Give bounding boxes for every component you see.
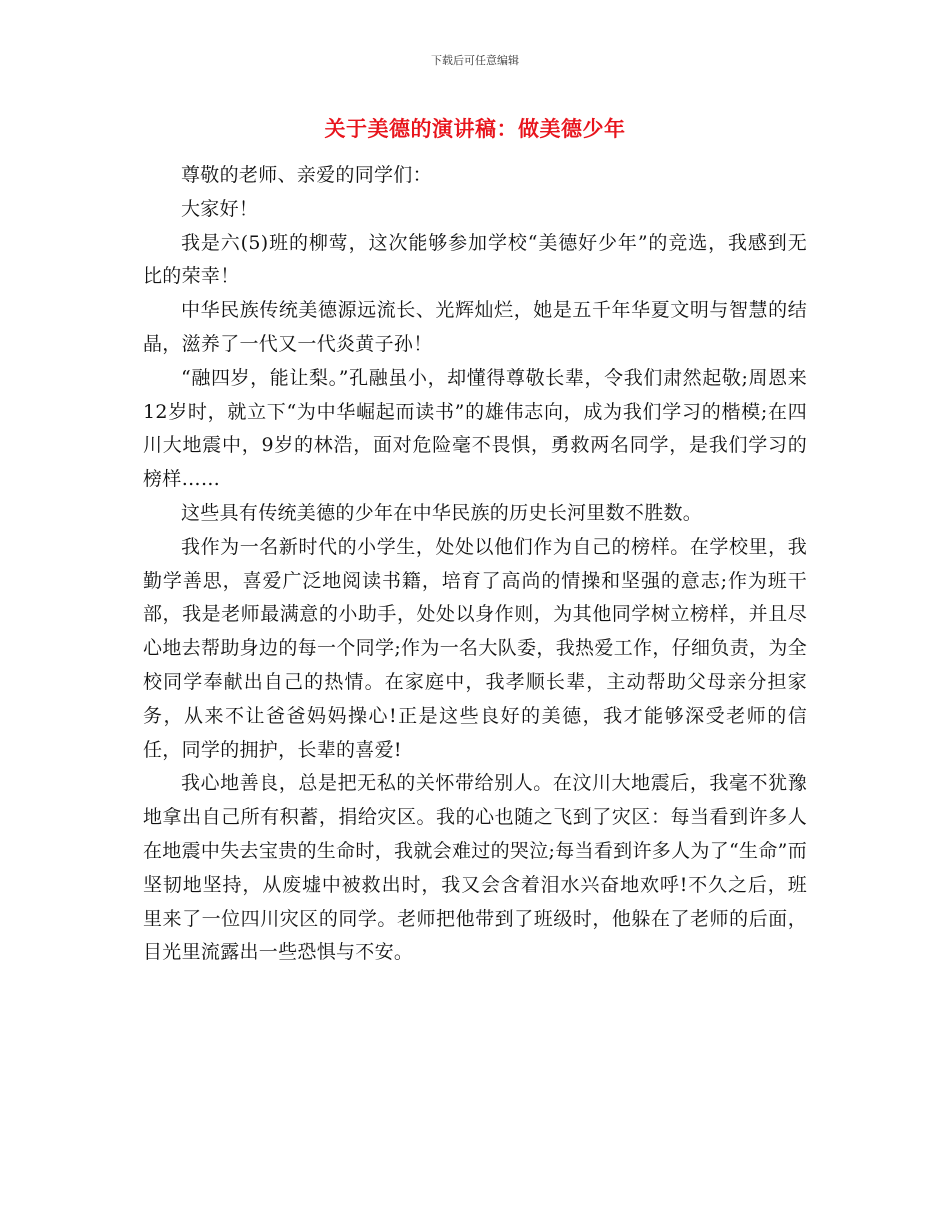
paragraph-introduction: 我是六(5)班的柳莺，这次能够参加学校“美德好少年”的竞选，我感到无比的荣幸！ <box>143 231 807 288</box>
paragraph-tradition: 中华民族传统美德源远流长、光辉灿烂，她是五千年华夏文明与智慧的结晶，滋养了一代又一代炎黄子孙！ <box>143 299 807 355</box>
header-note: 下载后可任意编辑 <box>431 54 519 67</box>
paragraph-role-model: 我作为一名新时代的小学生，处处以他们作为自己的榜样。在学校里，我勤学善思，喜爱广泛地阅读书籍，培育了高尚的情操和坚强的意志;作为班干部，我是老师最满意的小助手，处处以身作则，为其他同学树立榜样，并且尽心地去帮助身边的每一个同学;作为一名大队委，我热爱工作，仔细负责，为全校同学奉献出自己的热情。在家庭中，我孝顺长辈，主动帮助父母亲分担家务，从来不让爸爸妈妈操心!正是这些良好的美德，我才能够深受老师的信任，同学的拥护，长辈的喜爱! <box>143 535 807 761</box>
document-body <box>143 159 807 970</box>
paragraph-kindness: 我心地善良，总是把无私的关怀带给别人。在汶川大地震后，我毫不犹豫地拿出自己所有积蓄，捐给灾区。我的心也随之飞到了灾区：每当看到许多人在地震中失去宝贵的生命时，我就会难过的哭泣;每当看到许多人为了“生命”而坚韧地坚持，从废墟中被救出时，我又会含着泪水兴奋地欢呼!不久之后，班里来了一位四川灾区的同学。老师把他带到了班级时，他躲在了老师的后面，目光里流露出一些恐惧与不安。 <box>143 772 807 964</box>
paragraph-greeting: 大家好！ <box>181 197 259 220</box>
document-title: 关于美德的演讲稿：做美德少年 <box>324 117 626 141</box>
paragraph-salutation: 尊敬的老师、亲爱的同学们： <box>181 164 432 186</box>
paragraph-examples: “融四岁，能让梨。”孔融虽小，却懂得尊敬长辈，令我们肃然起敬;周恩来12岁时，就立下“为中华崛起而读书”的雄伟志向，成为我们学习的楷模;在四川大地震中，9岁的林浩，面对危险毫不畏惧，勇救两名同学，是我们学习的榜样…… <box>143 366 807 491</box>
paragraph-countless: 这些具有传统美德的少年在中华民族的历史长河里数不胜数。 <box>181 501 703 524</box>
